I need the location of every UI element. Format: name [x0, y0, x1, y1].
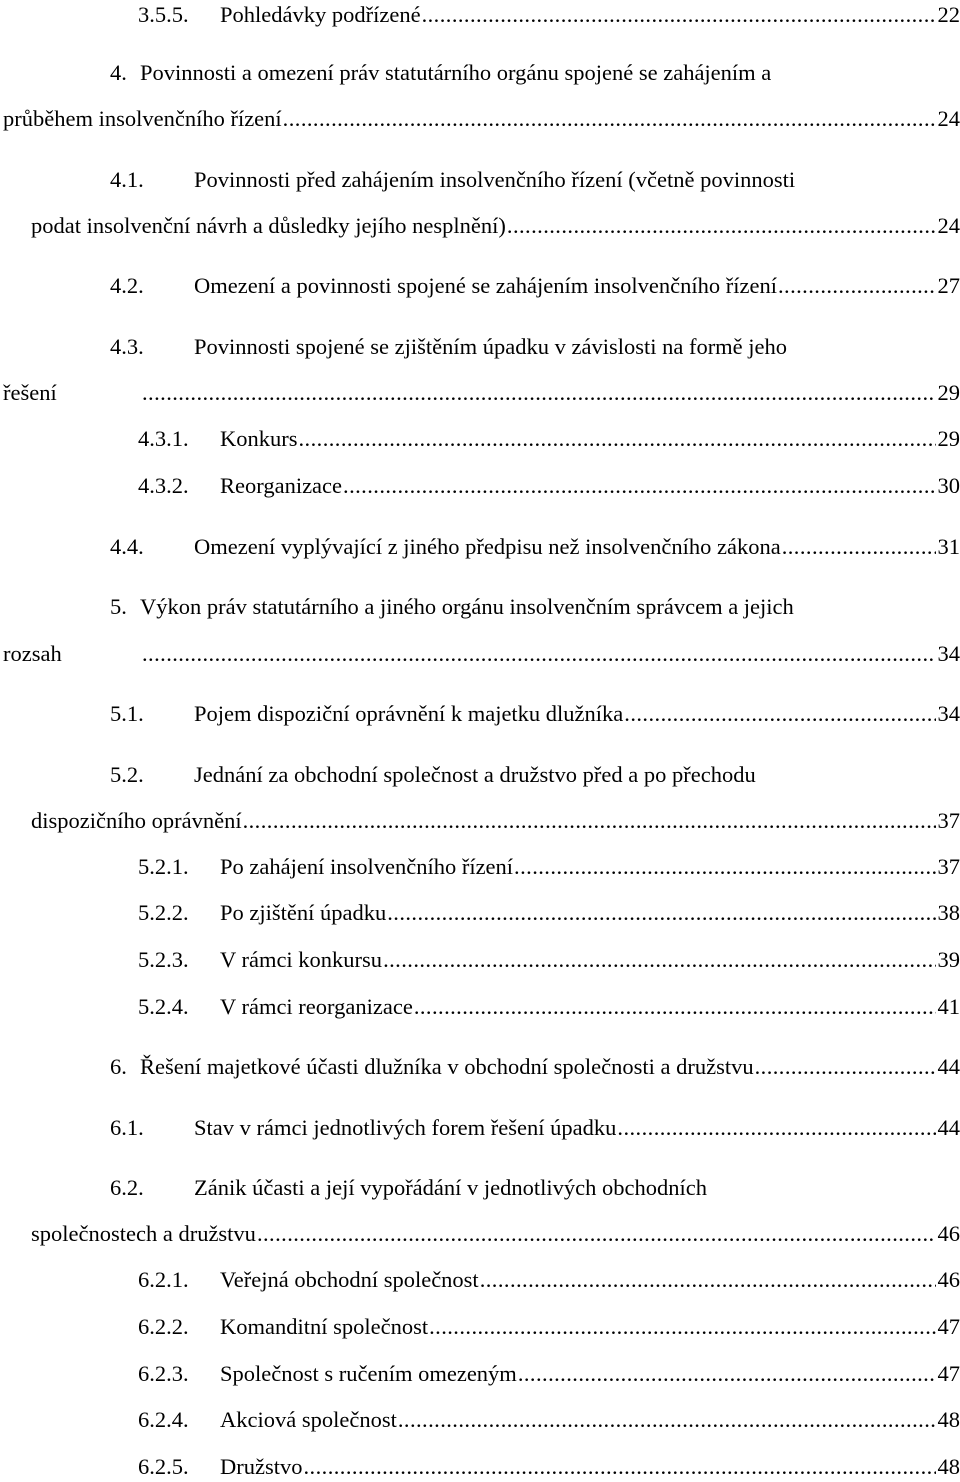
toc-leader-dots: [398, 1405, 936, 1435]
toc-entry-page: 34: [938, 639, 960, 669]
toc-entry-page: 29: [938, 424, 960, 454]
toc-entry-continuation[interactable]: [3, 104, 960, 134]
toc-entry-title: Akciová společnost: [220, 1405, 397, 1435]
toc-leader-dots: [429, 1312, 935, 1342]
toc-entry[interactable]: [110, 332, 960, 362]
toc-entry[interactable]: [138, 1452, 960, 1482]
toc-entry-number: 5.2.1.: [138, 852, 220, 882]
toc-leader-dots: [624, 699, 935, 729]
toc-entry-number: 6.2.4.: [138, 1405, 220, 1435]
toc-leader-dots: [480, 1265, 936, 1295]
toc-entry-title: Stav v rámci jednotlivých forem řešení úpadku: [194, 1113, 616, 1143]
toc-entry-title: Pohledávky podřízené: [220, 0, 421, 30]
toc-entry-number: 3.5.5.: [138, 0, 220, 30]
toc-leader-dots: [387, 898, 935, 928]
toc-entry-page: 30: [938, 471, 960, 501]
toc-entry[interactable]: [110, 1173, 960, 1203]
toc-leader-dots: [778, 271, 936, 301]
toc-entry-number: 5.2.3.: [138, 945, 220, 975]
toc-entry-title: Jednání za obchodní společnost a družstvo před a po přechodu: [194, 760, 756, 790]
toc-leader-dots: [755, 1052, 936, 1082]
toc-entry[interactable]: [138, 1265, 960, 1295]
toc-entry-title: Reorganizace: [220, 471, 342, 501]
toc-entry-title: Pojem dispoziční oprávnění k majetku dlužníka: [194, 699, 623, 729]
toc-entry-number: 6.2.3.: [138, 1359, 220, 1389]
toc-entry-title: Společnost s ručením omezeným: [220, 1359, 517, 1389]
toc-entry-title: Konkurs: [220, 424, 298, 454]
toc-entry-number: 4.2.: [110, 271, 194, 301]
toc-entry-number: 6.: [110, 1052, 140, 1082]
toc-entry-number: 6.2.5.: [138, 1452, 220, 1482]
toc-entry[interactable]: [110, 532, 960, 562]
toc-entry-title-continued: průběhem insolvenčního řízení: [3, 104, 282, 134]
toc-entry-number: 4.: [110, 58, 140, 88]
toc-entry-page: 24: [938, 211, 960, 241]
toc-entry-title: Omezení a povinnosti spojené se zahájením insolvenčního řízení: [194, 271, 777, 301]
toc-entry[interactable]: [110, 165, 960, 195]
toc-entry-continuation[interactable]: [3, 639, 960, 669]
toc-entry[interactable]: [110, 1052, 960, 1082]
toc-entry-number: 6.1.: [110, 1113, 194, 1143]
toc-entry[interactable]: [110, 699, 960, 729]
toc-entry-page: 24: [938, 104, 960, 134]
toc-entry-title: V rámci konkursu: [220, 945, 382, 975]
toc-entry-number: 4.3.2.: [138, 471, 220, 501]
toc-entry-page: 47: [938, 1359, 960, 1389]
toc-entry-page: 39: [938, 945, 960, 975]
toc-entry-number: 5.2.2.: [138, 898, 220, 928]
toc-entry[interactable]: [138, 898, 960, 928]
toc-entry-page: 48: [938, 1452, 960, 1482]
toc-entry-number: 5.1.: [110, 699, 194, 729]
toc-entry-page: 44: [938, 1052, 960, 1082]
toc-entry-page: 29: [938, 378, 960, 408]
toc-entry-page: 41: [938, 992, 960, 1022]
toc-leader-dots: [383, 945, 935, 975]
toc-entry-title-continued: dispozičního oprávnění: [31, 806, 242, 836]
toc-leader-dots: [343, 471, 935, 501]
toc-entry-page: 37: [938, 806, 960, 836]
toc-entry[interactable]: [110, 271, 960, 301]
toc-entry[interactable]: [138, 1359, 960, 1389]
toc-leader-dots: [782, 532, 936, 562]
toc-entry-title: Povinnosti spojené se zjištěním úpadku v závislosti na formě jeho: [194, 332, 787, 362]
toc-entry-title-continued: rozsah: [3, 639, 141, 669]
toc-leader-dots: [257, 1219, 936, 1249]
toc-entry-title: Výkon práv statutárního a jiného orgánu insolvenčním správcem a jejich: [140, 592, 794, 622]
toc-entry-number: 4.1.: [110, 165, 194, 195]
toc-entry-title: Omezení vyplývající z jiného předpisu než insolvenčního zákona: [194, 532, 781, 562]
toc-entry-continuation[interactable]: [3, 378, 960, 408]
toc-entry-number: 5.: [110, 592, 140, 622]
toc-entry-page: 48: [938, 1405, 960, 1435]
toc-entry-page: 37: [938, 852, 960, 882]
toc-entry-title-continued: podat insolvenční návrh a důsledky jejího nesplnění): [31, 211, 506, 241]
toc-entry-number: 5.2.4.: [138, 992, 220, 1022]
toc-leader-dots: [243, 806, 936, 836]
toc-entry-title: Řešení majetkové účasti dlužníka v obchodní společnosti a družstvu: [140, 1052, 754, 1082]
toc-entry-number: 4.3.1.: [138, 424, 220, 454]
toc-entry-title-continued: řešení: [3, 378, 141, 408]
toc-leader-dots: [422, 0, 936, 30]
toc-entry[interactable]: [138, 471, 960, 501]
toc-entry-title: V rámci reorganizace: [220, 992, 413, 1022]
toc-entry-page: 34: [938, 699, 960, 729]
toc-entry-page: 46: [938, 1219, 960, 1249]
toc-leader-dots: [514, 852, 935, 882]
toc-leader-dots: [518, 1359, 936, 1389]
toc-entry-continuation[interactable]: [31, 1219, 960, 1249]
toc-entry-title: Zánik účasti a její vypořádání v jednotlivých obchodních: [194, 1173, 707, 1203]
toc-entry-page: 22: [938, 0, 960, 30]
toc-entry-page: 38: [938, 898, 960, 928]
toc-entry[interactable]: [138, 1405, 960, 1435]
toc-entry-title: Družstvo: [220, 1452, 303, 1482]
toc-entry-page: 47: [938, 1312, 960, 1342]
toc-leader-dots: [283, 104, 936, 134]
toc-entry[interactable]: [110, 1113, 960, 1143]
toc-leader-dots: [414, 992, 936, 1022]
toc-entry[interactable]: [138, 992, 960, 1022]
toc-entry[interactable]: [138, 1312, 960, 1342]
toc-entry-title-continued: společnostech a družstvu: [31, 1219, 256, 1249]
toc-entry[interactable]: [110, 58, 960, 88]
toc-entry[interactable]: [138, 945, 960, 975]
toc-entry-title: Komanditní společnost: [220, 1312, 428, 1342]
toc-leader-dots: [304, 1452, 936, 1482]
toc-entry-title: Po zjištění úpadku: [220, 898, 386, 928]
toc-entry[interactable]: [110, 760, 960, 790]
toc-entry-number: 4.4.: [110, 532, 194, 562]
toc-entry[interactable]: [138, 0, 960, 30]
toc-entry-number: 4.3.: [110, 332, 194, 362]
toc-entry[interactable]: [138, 852, 960, 882]
toc-entry-page: 44: [938, 1113, 960, 1143]
toc-leader-dots: [142, 639, 936, 669]
toc-entry-continuation[interactable]: [31, 806, 960, 836]
toc-entry-page: 27: [938, 271, 960, 301]
toc-entry[interactable]: [110, 592, 960, 622]
toc-leader-dots: [507, 211, 936, 241]
toc-entry-page: 46: [938, 1265, 960, 1295]
toc-entry-number: 6.2.1.: [138, 1265, 220, 1295]
toc-leader-dots: [299, 424, 936, 454]
toc-entry-title: Veřejná obchodní společnost: [220, 1265, 479, 1295]
toc-leader-dots: [142, 378, 936, 408]
toc-entry-title: Povinnosti před zahájením insolvenčního řízení (včetně povinnosti: [194, 165, 795, 195]
toc-entry-number: 6.2.2.: [138, 1312, 220, 1342]
toc-entry-title: Povinnosti a omezení práv statutárního orgánu spojené se zahájením a: [140, 58, 771, 88]
toc-entry-number: 5.2.: [110, 760, 194, 790]
toc-leader-dots: [617, 1113, 935, 1143]
toc-entry[interactable]: [138, 424, 960, 454]
toc-entry-continuation[interactable]: [31, 211, 960, 241]
toc-entry-number: 6.2.: [110, 1173, 194, 1203]
toc-entry-page: 31: [938, 532, 960, 562]
toc-entry-title: Po zahájení insolvenčního řízení: [220, 852, 513, 882]
